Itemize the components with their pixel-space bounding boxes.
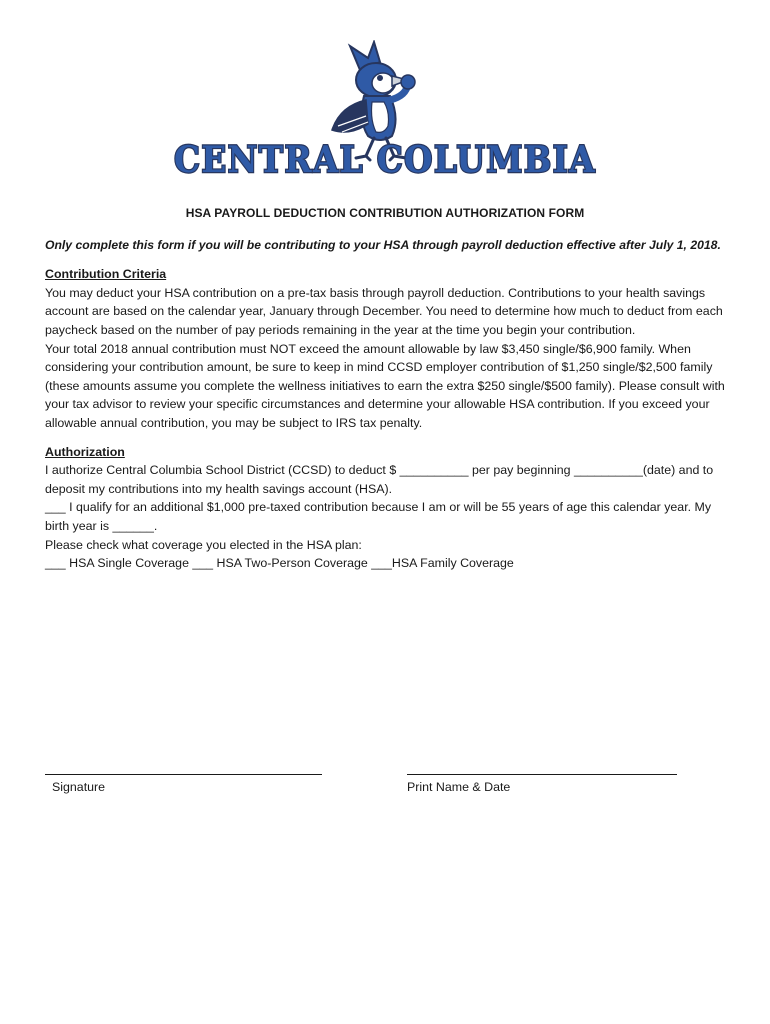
authorization-paragraph: I authorize Central Columbia School District (CCSD) to deduct $ __________ per pay beginning __________(date) and to deposit my contributions into my health savings account (HSA). [45,463,714,496]
print-name-block [407,758,677,794]
coverage-options: ___ HSA Single Coverage ___ HSA Two-Person Coverage ___HSA Family Coverage [45,556,514,571]
coverage-prompt: Please check what coverage you elected in the HSA plan: [45,537,362,552]
criteria-paragraph-2: Your total 2018 annual contribution must NOT exceed the amount allowable by law $3,450 single/$6,900 family. When considering your contribution amount, be sure to keep in mind CCSD employer contribution of $1,250 single/$2,500 family (these amounts assume you complete the wellness initiatives to earn the extra $250 single/$500 family). Please consult with your tax advisor to review your specific circumstances and determine your allowable HSA contribution. If you exceed your allowable annual contribution, you may be subject to IRS tax penalty. [45,341,725,430]
signature-block [45,758,322,794]
district-logo [170,40,600,180]
signature-label: Signature [52,780,106,794]
print-name-label: Print Name & Date [407,780,511,794]
signature-line[interactable] [45,758,322,775]
blue-jay-mascot-icon [170,40,600,180]
form-body [45,200,725,573]
age-qualification-paragraph: ___ I qualify for an additional $1,000 pre-taxed contribution because I am or will be 55 years of age this calendar year. My birth year is ______. [45,500,712,533]
signature-section [45,758,725,808]
authorization-heading: Authorization [45,444,125,459]
form-title: HSA PAYROLL DEDUCTION CONTRIBUTION AUTHORIZATION FORM [185,206,585,220]
criteria-paragraph-1: You may deduct your HSA contribution on a pre-tax basis through payroll deduction. Contributions to your health savings account are based on the calendar year, January through December. You need to determine how much to deduct from each paycheck based on the number of pay periods remaining in the year at the time you begin your contribution. [45,285,723,337]
intro-note: Only complete this form if you will be contributing to your HSA through payroll deduction effective after July 1, 2018. [45,237,721,252]
contribution-criteria-heading: Contribution Criteria [45,267,167,282]
print-name-line[interactable] [407,758,677,775]
logo-wordmark: CENTRAL COLUMBIA [174,139,596,180]
